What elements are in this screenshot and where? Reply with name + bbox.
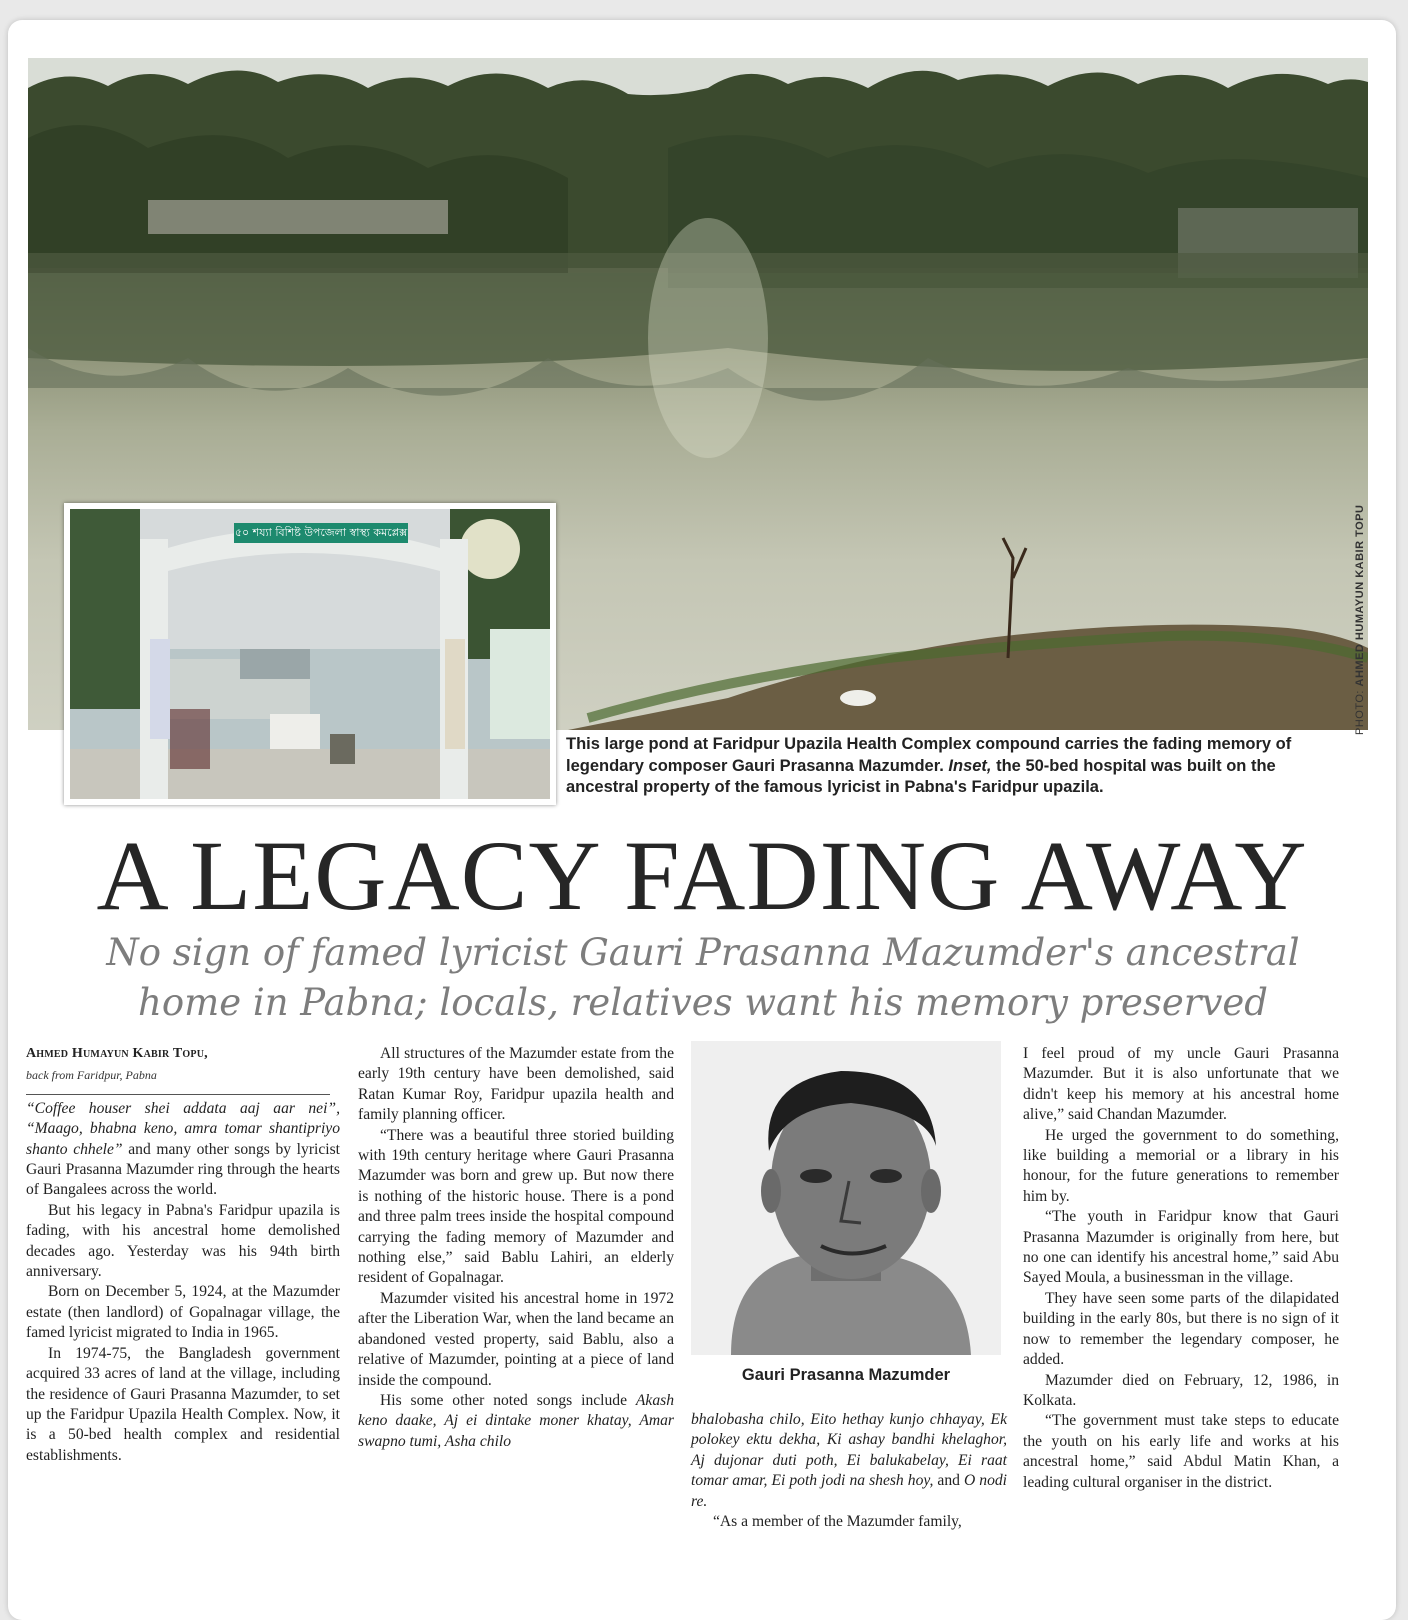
subheadline: No sign of famed lyricist Gauri Prasanna Mazumder's ancestral home in Pabna; locals, relatives want his memory preserved [106, 931, 1300, 1024]
paragraph-text: and many other songs by lyricist Gauri Prasanna Mazumder ring through the hearts of Bangalees across the world. [26, 1140, 340, 1199]
portrait-photo [691, 1041, 1001, 1355]
paragraph [691, 1410, 1007, 1512]
song-titles: Akash keno daake, Aj ei dintake moner khatay, Amar swapno tumi, Asha chilo [358, 1391, 674, 1450]
portrait-illustration [691, 1041, 1001, 1355]
caption-part2: the 50-bed hospital was built on the ancestral property of the famous lyricist in Pabna's Faridpur upazila. [566, 756, 1276, 796]
caption-part1: This large pond at Faridpur Upazila Health Complex compound carries the fading memory of legendary composer Gauri Prasanna Mazumder. [566, 735, 1292, 775]
paragraph: But his legacy in Pabna's Faridpur upazila is fading, with his ancestral home demolished decades ago. Yesterday was his 94th birth anniversary. [26, 1201, 340, 1281]
inset-photo [64, 503, 556, 805]
byline-name: Ahmed Humayun Kabir Topu, [26, 1046, 208, 1061]
hospital-gate-photo [70, 509, 550, 799]
paragraph: I feel proud of my uncle Gauri Prasanna Mazumder. But it is also unfortunate that we didn't keep his memory at his ancestral home alive,” said Chandan Mazumder. [1023, 1045, 1339, 1124]
song-title-last: O nodi re. [691, 1472, 1008, 1510]
headline: A LEGACY FADING AWAY [96, 820, 1308, 931]
paragraph: “As a member of the Mazumder family, [713, 1513, 962, 1531]
paragraph: All structures of the Mazumder estate from the early 19th century have been demolished, said Ratan Kumar Roy, Faridpur upazila health and family planning officer. [358, 1045, 674, 1124]
song-titles: “Coffee houser shei addata aaj aar nei”, “Maago, bhabna keno, amra tomar shantipriyo shanto chhele” [26, 1099, 340, 1158]
paragraph: He urged the government to do something, like building a memorial or a library in his honour, for the future generations to remember him by. [1023, 1126, 1339, 1205]
photo-credit-label: PHOTO: [1354, 690, 1366, 735]
photo-credit [1354, 465, 1374, 735]
paragraph-text: His some other noted songs include [380, 1391, 636, 1409]
article-column-1 [26, 1044, 340, 1466]
paragraph: Mazumder visited his ancestral home in 1972 after the Liberation War, when the land became an abandoned vested property, said Bablu, also a relative of Mazumder, pointing at a piece of land inside the compound. [358, 1289, 674, 1389]
paragraph [358, 1391, 674, 1452]
paragraph: Mazumder died on February, 12, 1986, in Kolkata. [1023, 1371, 1339, 1409]
paragraph: “The government must take steps to educate the youth on his early life and works at his ancestral home,” said Abdul Matin Khan, a leading cultural organiser in the district. [1023, 1412, 1339, 1491]
paragraph: They have seen some parts of the dilapidated building in the early 80s, but there is no sign of it now to remember the legendary composer, he added. [1023, 1289, 1339, 1369]
byline-location: back from Faridpur, Pabna [26, 1068, 157, 1083]
portrait-caption: Gauri Prasanna Mazumder [741, 1366, 951, 1384]
paragraph-text: and [933, 1472, 964, 1490]
article-column-4 [1023, 1044, 1339, 1493]
byline-divider [26, 1094, 330, 1095]
paragraph: In 1974-75, the Bangladesh government acquired 33 acres of land at the village, including the residence of Gauri Prasanna Mazumder, to set up the Faridpur Upazila Health Complex. Now, it is a 50-bed health complex and residential establishments. [26, 1344, 340, 1464]
paragraph: “There was a beautiful three storied building with 19th century heritage where Gauri Prasanna Mazumder was born and grew up. But now there is nothing of the historic house. There is a pond and three palm trees inside the hospital compound carrying the fading memory of Mazumder and nothing else,” said Bablu Lahiri, an elderly resident of Gopalnagar. [358, 1126, 674, 1287]
song-titles: bhalobasha chilo, Eito hethay kunjo chhayay, Ek polokey ektu dekha, Ki ashay bandhi khelaghor, Aj dujonar duti poth, Ei balukabelay, Ei raat tomar amar, Ei poth jodi na shesh hoy, [691, 1411, 1007, 1490]
paragraph [26, 1099, 340, 1201]
hospital-gate-illustration [70, 509, 550, 799]
newspaper-page [8, 20, 1396, 1620]
photo-caption [566, 734, 1326, 799]
paragraph: Born on December 5, 1924, at the Mazumder estate (then landlord) of Gopalnagar village, the famed lyricist migrated to India in 1965. [26, 1283, 340, 1342]
hospital-sign: ৫০ শয্যা বিশিষ্ট উপজেলা স্বাস্থ্য কমপ্লেক্স [234, 523, 408, 543]
article-column-3 [691, 1410, 1007, 1532]
caption-inset-label: Inset, [948, 756, 992, 775]
article-column-2 [358, 1044, 674, 1452]
paragraph: “The youth in Faridpur know that Gauri Prasanna Mazumder is originally from here, but no one can identify his ancestral home,” said Abu Sayed Moula, a businessman in the village. [1023, 1208, 1339, 1287]
photo-credit-name: AHMED HUMAYUN KABIR TOPU [1354, 504, 1366, 687]
